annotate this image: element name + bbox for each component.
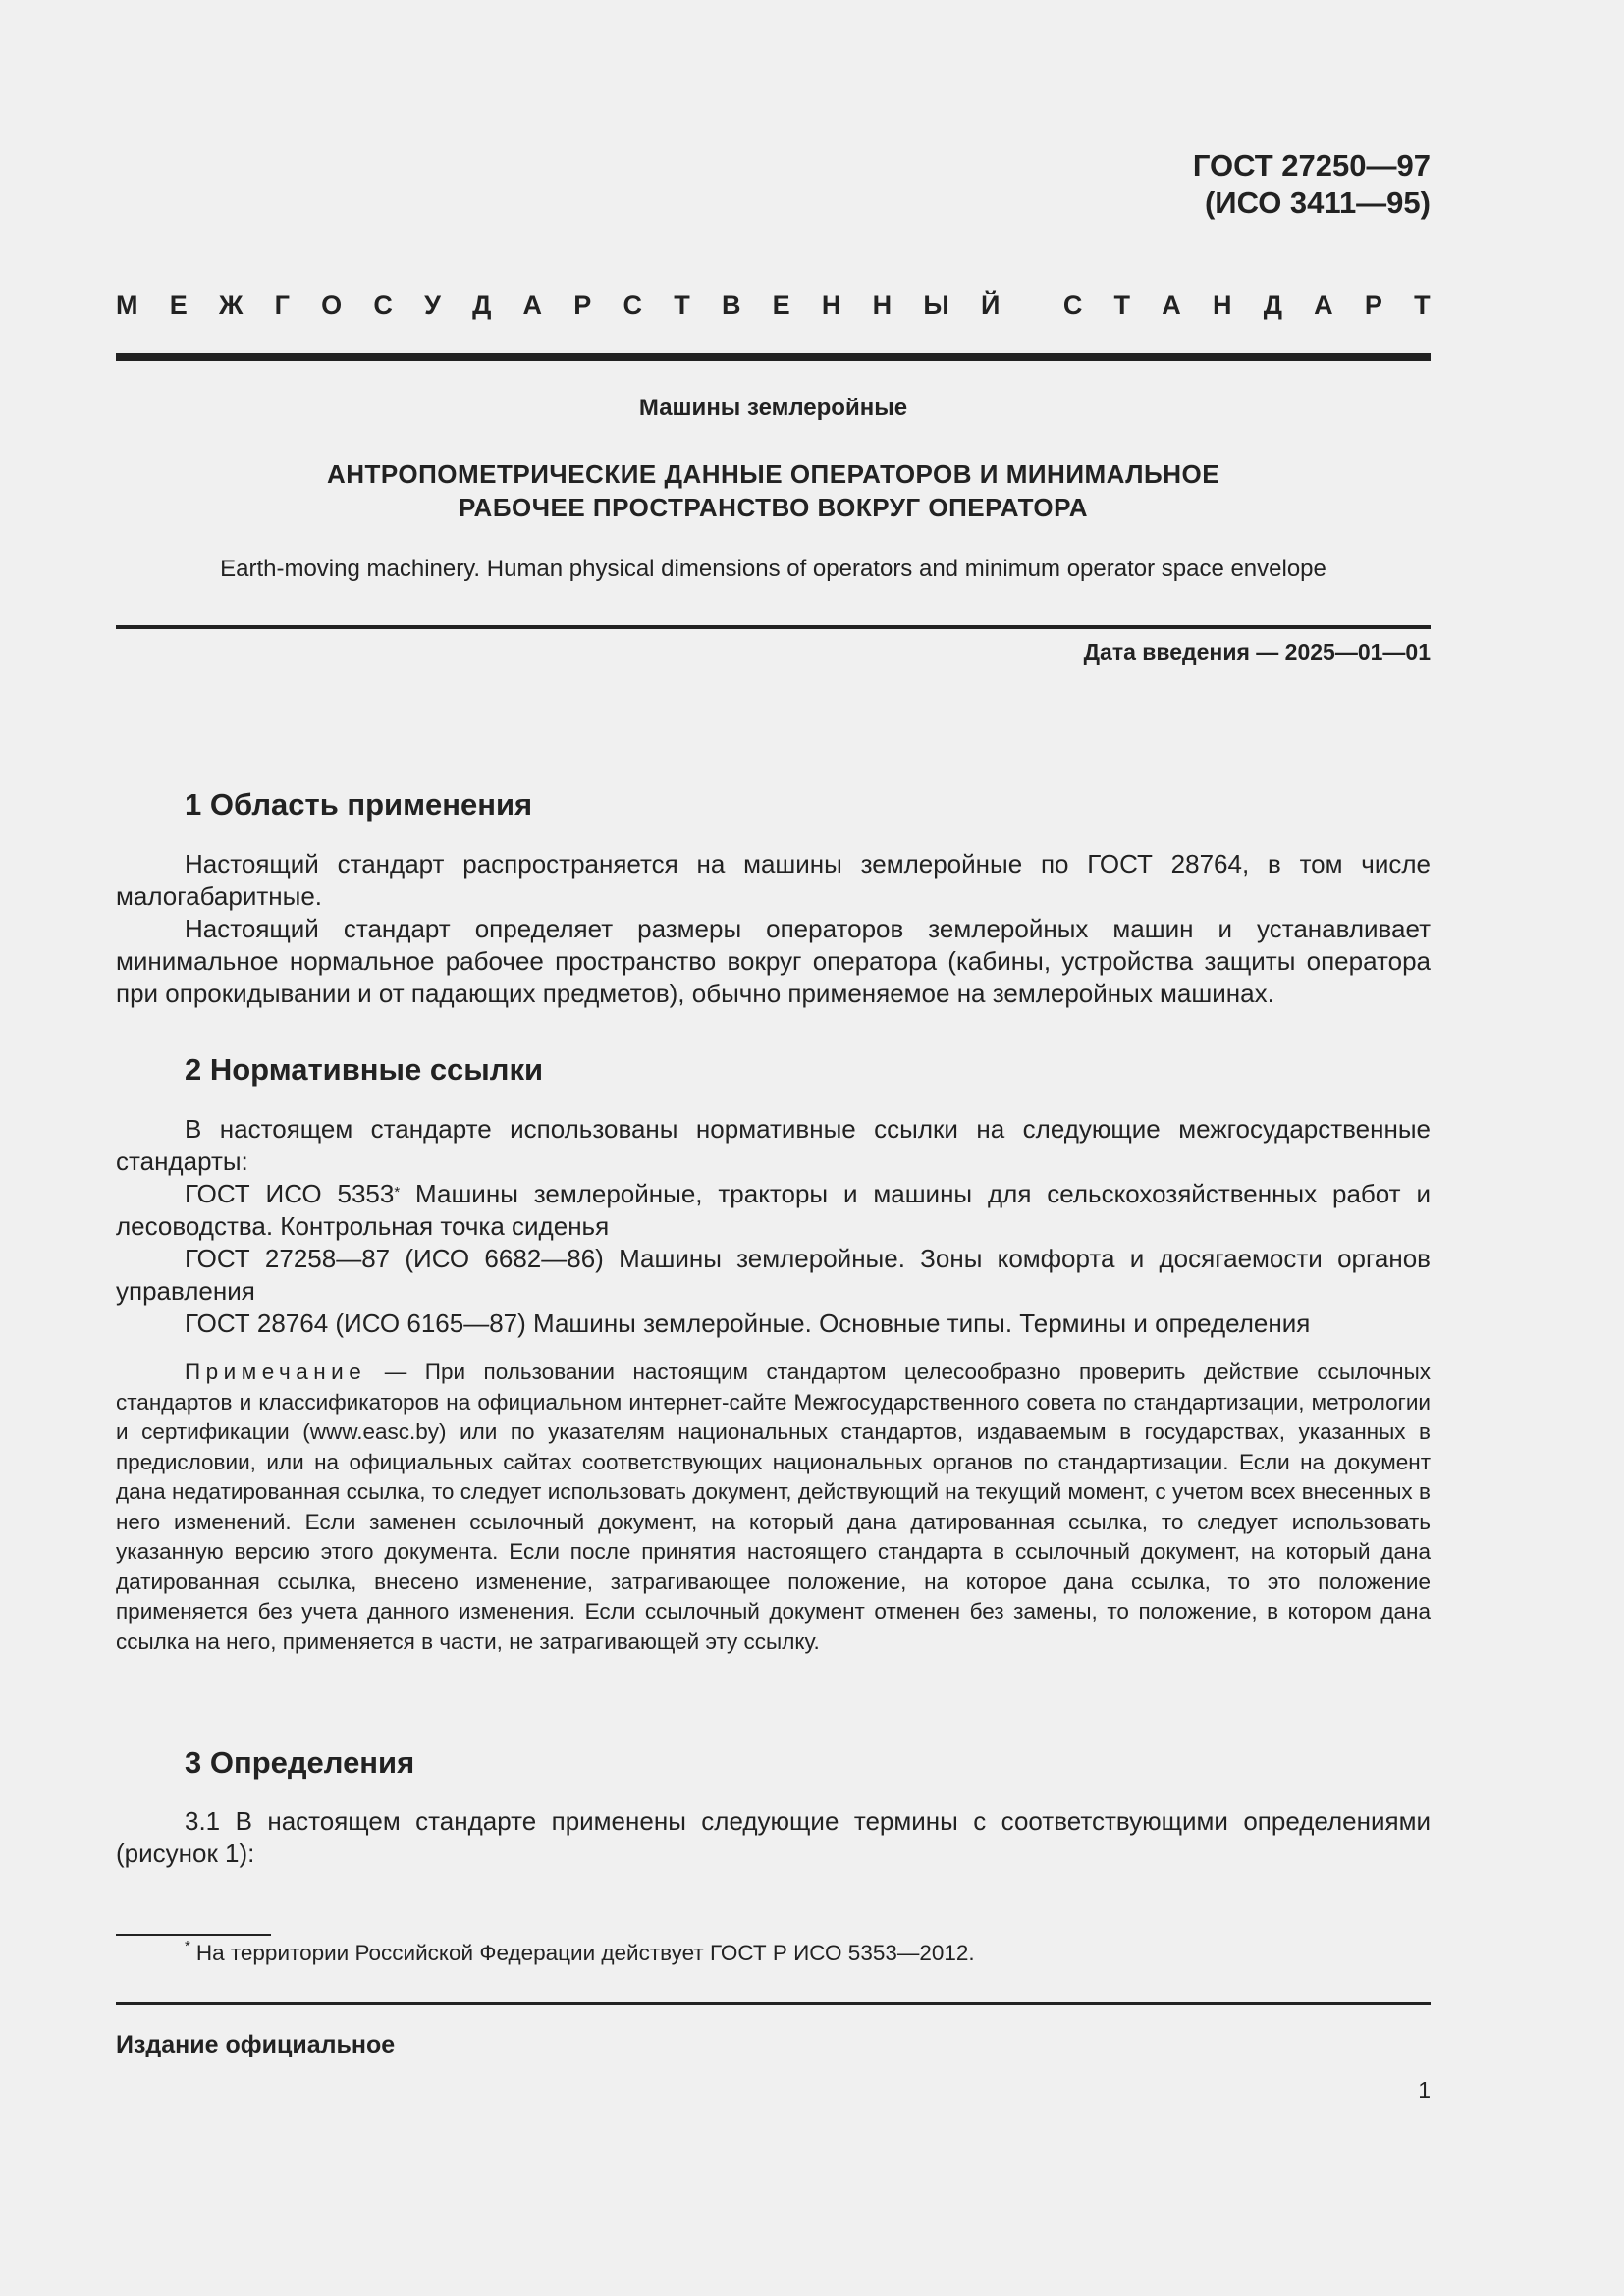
page-number: 1 [1418,2077,1431,2103]
reference-1-title: Машины землеройные, тракторы и машины для сельскохозяйственных работ и лесоводства. Контрольная точка сиденья [116,1179,1431,1241]
footnote-mark: * [185,1938,190,1954]
note-block [116,1358,1431,1657]
title-rule [116,625,1431,629]
section-2-heading: 2 Нормативные ссылки [185,1052,544,1087]
section-1-paragraph-1: Настоящий стандарт распространяется на машины землеройные по ГОСТ 28764, в том числе малогабаритные. [116,849,1431,911]
banner-letter: Й [980,291,1001,320]
banner-letter: О [321,291,343,320]
footnote-text: На территории Российской Федерации действует ГОСТ Р ИСО 5353—2012. [195,1941,975,1965]
title-line-2: РАБОЧЕЕ ПРОСТРАНСТВО ВОКРУГ ОПЕРАТОРА [459,493,1088,522]
section-3-paragraph-1: 3.1 В настоящем стандарте применены следующие термины с соответствующими определениями (рисунок 1): [116,1806,1431,1868]
banner-letter: Ы [923,291,949,320]
section-1-heading: 1 Область применения [185,787,533,822]
banner-letter: А [1314,291,1333,320]
banner-letter: Д [472,291,492,320]
banner-letter: С [373,291,393,320]
banner-letter: Ж [218,291,244,320]
iso-code: (ИСО 3411—95) [1204,186,1431,220]
banner-letter: А [522,291,543,320]
standard-title [116,457,1431,524]
note-label: Примечание [185,1360,367,1384]
banner-letter: Т [1113,291,1131,320]
interstate-standard-banner [116,291,1431,321]
english-title: Earth-moving machinery. Human physical dimensions of operators and minimum operator space envelope [220,556,1326,582]
banner-letter: А [1162,291,1181,320]
banner-letter: Р [1364,291,1382,320]
section-3-body [116,1805,1431,1870]
section-1-body [116,848,1431,1010]
banner-letter: М [116,291,138,320]
banner-letter: С [1062,291,1083,320]
title-line-1: АНТРОПОМЕТРИЧЕСКИЕ ДАННЫЕ ОПЕРАТОРОВ И МИНИМАЛЬНОЕ [326,459,1220,489]
section-2-body [116,1113,1431,1340]
reference-item-3: ГОСТ 28764 (ИСО 6165—87) Машины землеройные. Основные типы. Термины и определения [185,1308,1311,1338]
banner-letter: Н [821,291,841,320]
footnote-mark: * [394,1184,401,1201]
footnote-rule [116,1934,271,1936]
footnote [185,1938,975,1966]
reference-item-2: ГОСТ 27258—87 (ИСО 6682—86) Машины землеройные. Зоны комфорта и досягаемости органов управления [116,1244,1431,1306]
reference-1-code: ГОСТ ИСО 5353 [185,1179,395,1208]
banner-letter: Н [872,291,893,320]
banner-letter: Р [573,291,592,320]
header-rule [116,353,1431,361]
banner-letter: Е [169,291,188,320]
section-2-paragraph-1: В настоящем стандарте использованы нормативные ссылки на следующие межгосударственные стандарты: [116,1114,1431,1176]
banner-letter: В [721,291,741,320]
introduction-date: Дата введения — 2025—01—01 [1083,639,1431,665]
official-edition-label: Издание официальное [116,2031,396,2058]
footer-rule [116,2002,1431,2005]
banner-letter: Т [1414,291,1431,320]
banner-letter: У [424,291,441,320]
banner-letter: Т [674,291,690,320]
reference-item-1 [116,1178,1431,1243]
banner-letter: С [623,291,642,320]
banner-letter: Е [772,291,790,320]
banner-letter: Д [1263,291,1282,320]
note-text: — При пользовании настоящим стандартом целесообразно проверить действие ссылочных стандартов и классификаторов на официальном интернет-сайте Межгосударственного совета по стандартизации, метрологии и сертификации (www.easc.by) или по указателям национальных стандартов, издаваемым в государствах, указанных в предисловии, или на официальных сайтах соответствующих национальных органов по стандартизации. Если на документ дана недатированная ссылка, то следует использовать документ, действующий на текущий момент, с учетом всех внесенных в него изменений. Если заменен ссылочный документ, на который дана датированная ссылка, то следует использовать указанную версию этого документа. Если после принятия настоящего стандарта в ссылочный документ, на который дана датированная ссылка, внесено изменение, затрагивающее положение, на которое дана ссылка, то это положение применяется без учета данного изменения. Если ссылочный документ отменен без замены, то положение, в котором дана ссылка на него, применяется в части, не затрагивающей эту ссылку. [116,1360,1431,1654]
section-3-heading: 3 Определения [185,1745,415,1780]
standard-code: ГОСТ 27250—97 [1192,148,1431,183]
standard-designation [1193,147,1431,222]
banner-letter: Н [1212,291,1232,320]
banner-letter: Г [274,291,290,320]
standard-group: Машины землеройные [638,395,908,421]
section-1-paragraph-2: Настоящий стандарт определяет размеры операторов землеройных машин и устанавливает минимальное нормальное рабочее пространство вокруг оператора (кабины, устройства защиты оператора при опрокидывании и от падающих предметов), обычно применяемое на землеройных машинах. [116,914,1431,1008]
